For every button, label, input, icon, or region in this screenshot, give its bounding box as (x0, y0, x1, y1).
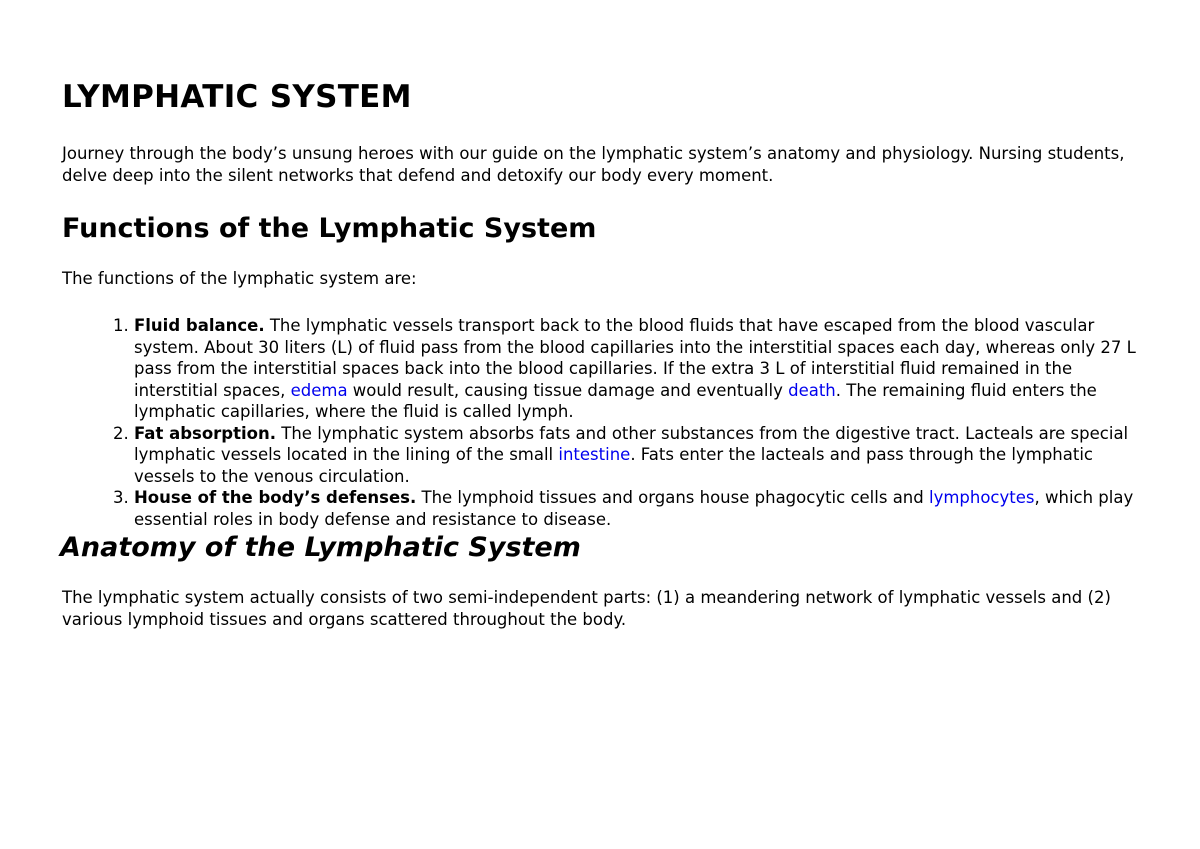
lymphocytes-link[interactable]: lymphocytes (928, 488, 1035, 507)
defenses-text-2: , which play essential roles in body defense and resistance to disease. (134, 488, 1134, 529)
fluid-balance-text-1: The lymphatic vessels transport back to the blood fluids that have escaped from the blood vascular system. About 30 liters (L) of fluid pass from the blood capillaries into the interstitial spaces each day, whereas only 27 L pass from the interstitial spaces back into the blood capillaries. If the extra 3 L of interstitial fluid remained in the interstitial spaces, (134, 316, 1136, 400)
list-item-defenses (134, 487, 1142, 530)
term-fat-absorption: Fat absorption. (134, 423, 277, 443)
functions-lead-text: The functions of the lymphatic system are: (62, 269, 417, 288)
edema-link[interactable]: edema (290, 380, 348, 400)
intro-paragraph: Journey through the body’s unsung heroes with our guide on the lymphatic system’s anatomy and physiology. Nursing students, delve deep into the silent networks that defend and detoxify our body every moment. (62, 144, 1125, 185)
functions-list (62, 315, 1142, 530)
fluid-balance-text-3: . The remaining fluid enters the lymphatic capillaries, where the fluid is called lymph. (134, 380, 1097, 421)
term-defenses: House of the body’s defenses. (134, 488, 417, 507)
page-title: LYMPHATIC SYSTEM (62, 79, 412, 115)
functions-heading: Functions of the Lymphatic System (62, 213, 597, 244)
intestine-link[interactable]: intestine (558, 445, 631, 464)
fat-absorption-text-1: The lymphatic system absorbs fats and other substances from the digestive tract. Lacteals are special lymphatic vessels located in the lining of the small (134, 423, 1129, 464)
list-item-fluid-balance (134, 315, 1142, 423)
death-link[interactable]: death (788, 380, 836, 400)
anatomy-paragraph: The lymphatic system actually consists of two semi-independent parts: (1) a meandering network of lymphatic vessels and (2) various lymphoid tissues and organs scattered throughout the body. (62, 588, 1111, 629)
fluid-balance-text-2: would result, causing tissue damage and eventually (347, 380, 789, 400)
fat-absorption-text-2: . Fats enter the lacteals and pass through the lymphatic vessels to the venous circulation. (134, 445, 1094, 486)
term-fluid-balance: Fluid balance. (134, 316, 265, 335)
list-item-fat-absorption (134, 423, 1142, 488)
defenses-text-1: The lymphoid tissues and organs house phagocytic cells and (416, 488, 929, 507)
anatomy-heading: Anatomy of the Lymphatic System (60, 532, 581, 563)
